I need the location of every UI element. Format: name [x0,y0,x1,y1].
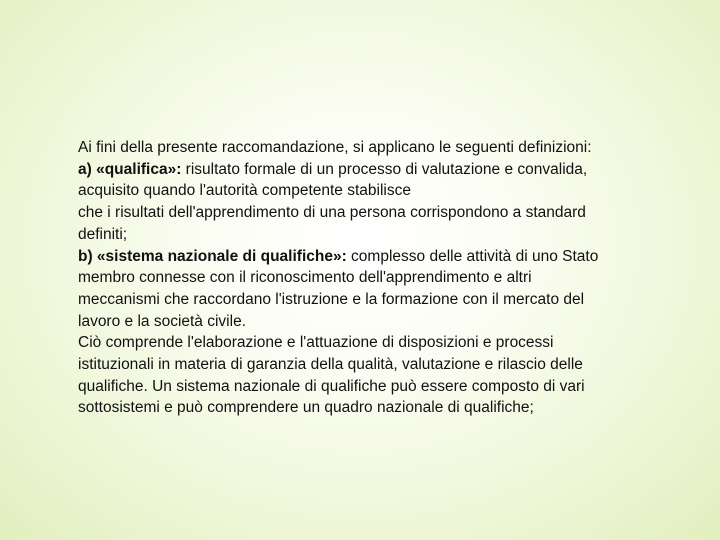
definition-a-line-3: che i risultati dell'apprendimento di una persona corrispondono a standard [78,204,586,222]
definition-b-line-6: istituzionali in materia di garanzia della qualità, valutazione e rilascio delle [78,356,583,374]
definitions-text [78,137,688,419]
definition-b-text-1: complesso delle attività di uno Stato [346,247,599,265]
intro-line: Ai fini della presente raccomandazione, si applicano le seguenti definizioni: [78,139,592,156]
definition-a-line-2: acquisito quando l'autorità competente stabilisce [78,182,411,200]
definition-a-line-1 [78,159,688,181]
definition-b-line-1 [78,246,688,268]
definition-b-line-4: lavoro e la società civile. [78,312,246,330]
definition-b-line-7: qualifiche. Un sistema nazionale di qualifiche può essere composto di vari [78,377,585,395]
definition-b-line-3: meccanismi che raccordano l'istruzione e la formazione con il mercato del [78,290,585,308]
definition-a-line-4: definiti; [78,225,128,243]
definition-b-line-2: membro connesse con il riconoscimento dell'apprendimento e altri [78,269,532,287]
definition-a-term: a) «qualifica»: [78,160,182,178]
definition-b-term: b) «sistema nazionale di qualifiche»: [78,247,347,265]
definition-b-line-5: Ciò comprende l'elaborazione e l'attuazione di disposizioni e processi [78,334,554,352]
definition-b-line-8: sottosistemi e può comprendere un quadro nazionale di qualifiche; [78,399,534,417]
definition-a-text-1: risultato formale di un processo di valutazione e convalida, [181,160,588,178]
